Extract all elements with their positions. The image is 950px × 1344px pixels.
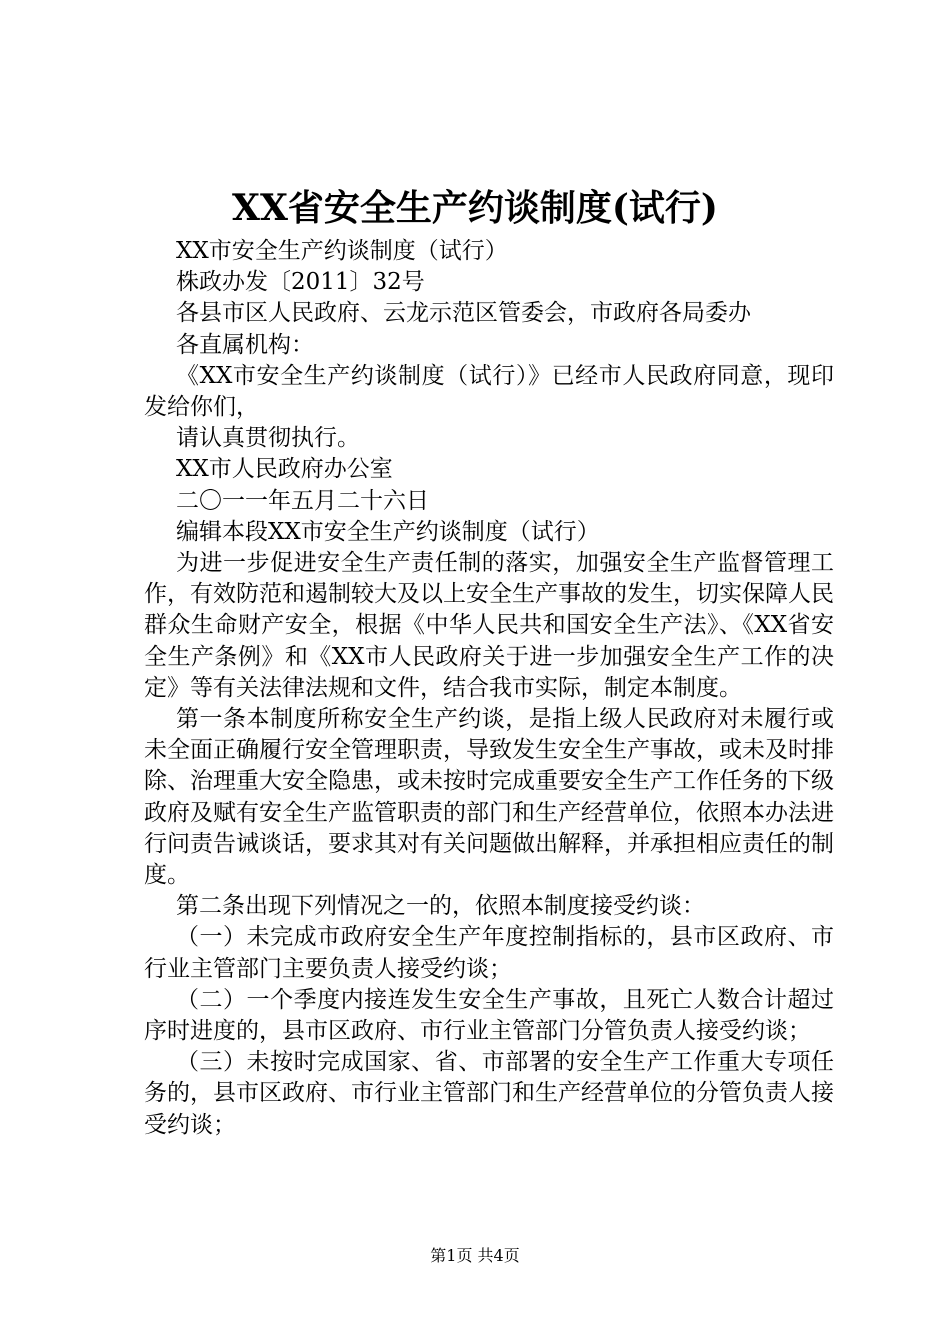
paragraph: 二〇一一年五月二十六日 bbox=[176, 487, 429, 514]
paragraph: 《XX市安全生产约谈制度（试行）》已经市人民政府同意，现印发给你们， bbox=[144, 362, 834, 421]
paragraph: （二）一个季度内接连发生安全生产事故，且死亡人数合计超过序时进度的，县市区政府、市行业主管部门分管负责人接受约谈； bbox=[144, 986, 834, 1045]
document-body bbox=[144, 236, 834, 1141]
paragraph: 株政办发〔2011〕32号 bbox=[176, 269, 425, 296]
paragraph: 各县市区人民政府、云龙示范区管委会，市政府各局委办 bbox=[176, 300, 751, 327]
paragraph: 为进一步促进安全生产责任制的落实，加强安全生产监督管理工作，有效防范和遏制较大及以上安全生产事故的发生，切实保障人民群众生命财产安全，根据《中华人民共和国安全生产法》、《XX省安全生产条例》和《XX市人民政府关于进一步加强安全生产工作的决定》等有关法律法规和文件，结合我市实际，制定本制度。 bbox=[144, 550, 834, 701]
page-indicator: 第1页 共4页 bbox=[430, 1246, 520, 1265]
paragraph: 请认真贯彻执行。 bbox=[176, 425, 360, 452]
paragraph: XX市安全生产约谈制度（试行） bbox=[176, 238, 508, 264]
paragraph: XX市人民政府办公室 bbox=[176, 456, 393, 483]
paragraph: （三）未按时完成国家、省、市部署的安全生产工作重大专项任务的，县市区政府、市行业主管部门和生产经营单位的分管负责人接受约谈； bbox=[144, 1049, 834, 1138]
paragraph: 编辑本段XX市安全生产约谈制度（试行） bbox=[176, 518, 600, 545]
paragraph: （一）未完成市政府安全生产年度控制指标的，县市区政府、市行业主管部门主要负责人接受约谈； bbox=[144, 924, 834, 982]
paragraph: 第一条本制度所称安全生产约谈，是指上级人民政府对未履行或未全面正确履行安全管理职责，导致发生安全生产事故，或未及时排除、治理重大安全隐患，或未按时完成重要安全生产工作任务的下级政府及赋有安全生产监管职责的部门和生产经营单位，依照本办法进行问责告诫谈话，要求其对有关问题做出解释，并承担相应责任的制度。 bbox=[144, 706, 834, 889]
paragraph: 第二条出现下列情况之一的，依照本制度接受约谈： bbox=[176, 893, 705, 920]
paragraph: 各直属机构： bbox=[176, 331, 314, 358]
page-title: XX省安全生产约谈制度(试行) bbox=[232, 187, 718, 229]
